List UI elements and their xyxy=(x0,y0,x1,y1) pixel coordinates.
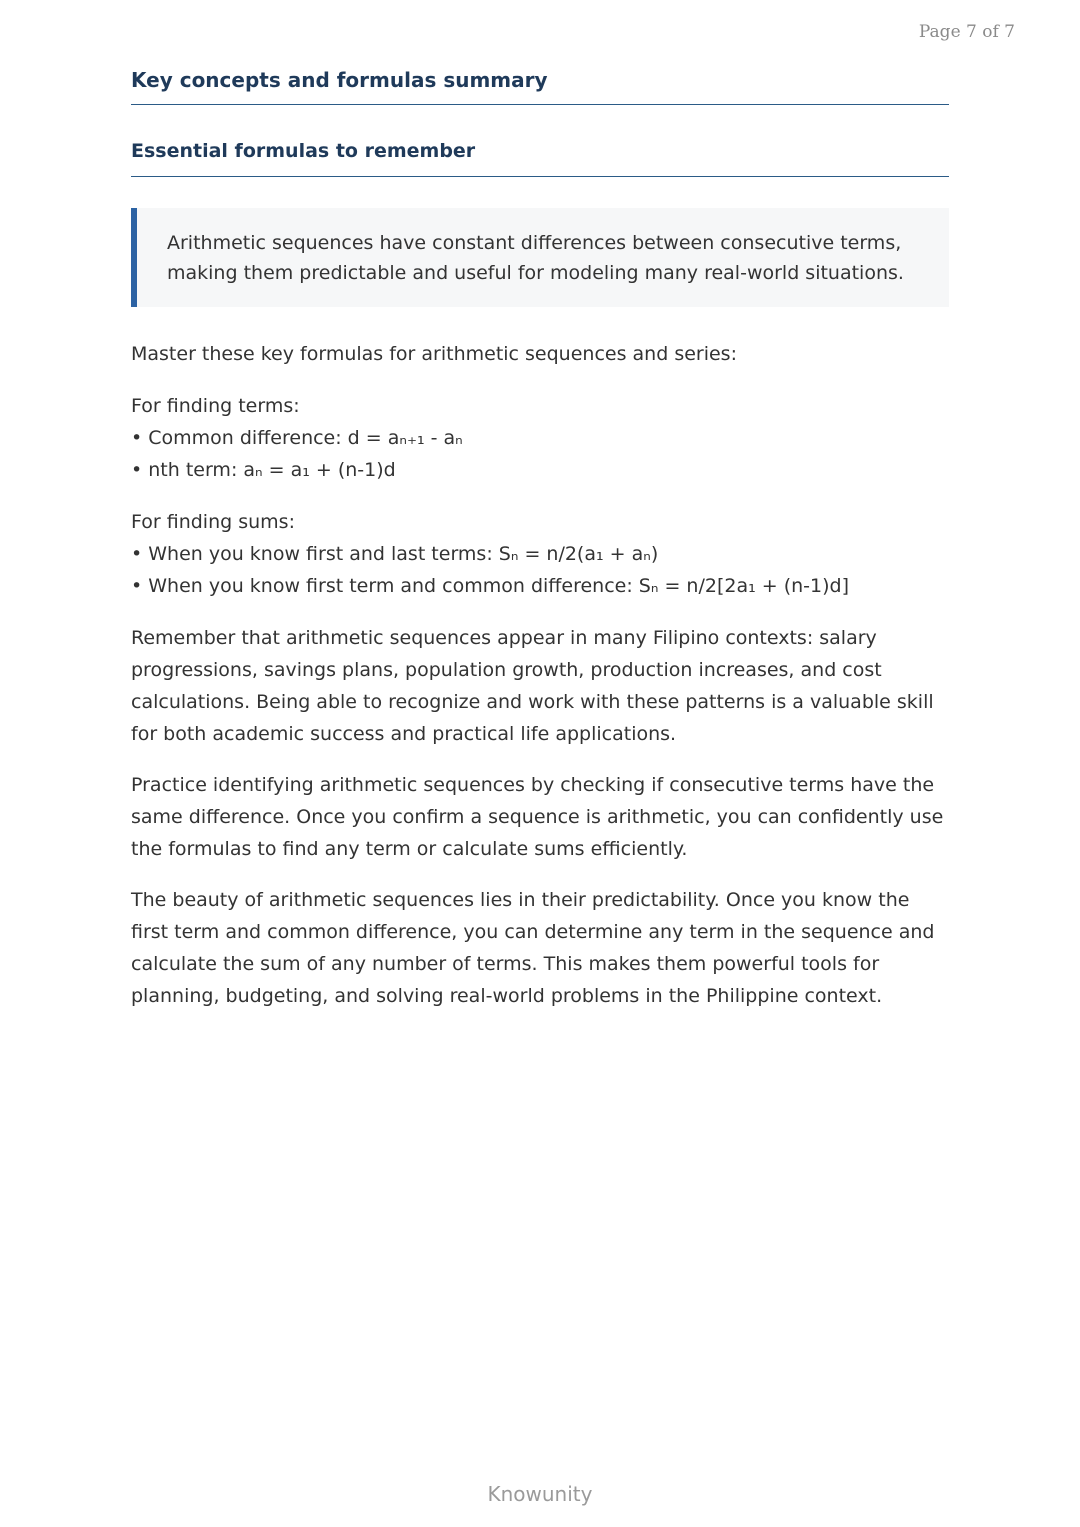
paragraph-beauty: The beauty of arithmetic sequences lies in their predictability. Once you know the first term and common difference, you can determine any term in the sequence and calculate the sum of any number of terms. This makes them powerful tools for planning, budgeting, and solving real-world problems in the Philippine context. xyxy=(131,889,935,1007)
section-title-divider xyxy=(131,104,949,105)
section-subtitle-divider xyxy=(131,176,949,177)
intro-text: Master these key formulas for arithmetic sequences and series: xyxy=(131,343,737,365)
sums-formulas xyxy=(131,506,949,602)
terms-formulas xyxy=(131,390,949,486)
terms-heading: For finding terms: xyxy=(131,395,300,417)
callout-box xyxy=(131,208,949,307)
formula-sum-first-difference: • When you know first term and common difference: Sₙ = n/2[2a₁ + (n-1)d] xyxy=(131,575,849,597)
footer-brand: Knowunity xyxy=(487,1482,593,1506)
section-title: Key concepts and formulas summary xyxy=(131,68,548,92)
formula-common-difference: • Common difference: d = aₙ₊₁ - aₙ xyxy=(131,427,463,449)
paragraph-practice: Practice identifying arithmetic sequences by checking if consecutive terms have the same difference. Once you confirm a sequence is arithmetic, you can confidently use the formulas to find any term or calculate sums efficiently. xyxy=(131,774,944,860)
paragraph-filipino-contexts: Remember that arithmetic sequences appear in many Filipino contexts: salary progressions, savings plans, population growth, production increases, and cost calculations. Being able to recognize and work with these patterns is a valuable skill for both academic success and practical life applications. xyxy=(131,627,934,745)
page-number: Page 7 of 7 xyxy=(918,22,1015,42)
sums-heading: For finding sums: xyxy=(131,511,295,533)
callout-text: Arithmetic sequences have constant differences between consecutive terms, making them predictable and useful for modeling many real-world situations. xyxy=(167,232,904,284)
section-subtitle: Essential formulas to remember xyxy=(131,140,476,162)
formula-sum-first-last: • When you know first and last terms: Sₙ = n/2(a₁ + aₙ) xyxy=(131,543,659,565)
formula-nth-term: • nth term: aₙ = a₁ + (n-1)d xyxy=(131,459,396,481)
